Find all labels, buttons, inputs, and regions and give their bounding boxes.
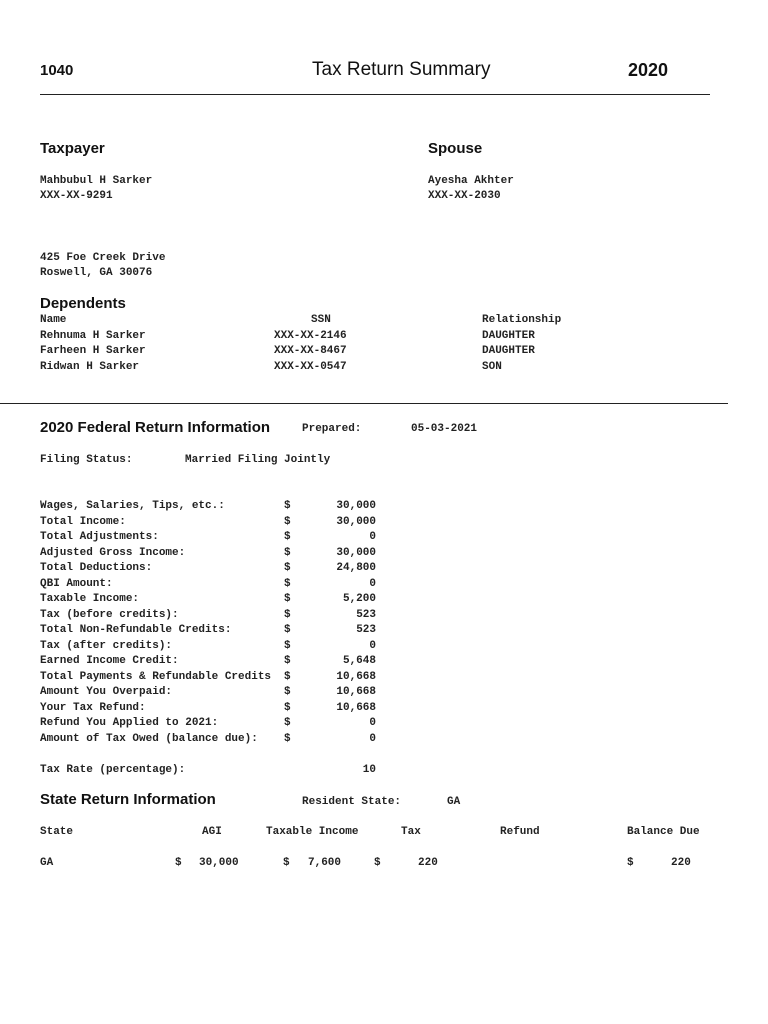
federal-line [40,531,440,546]
line-value: 0 [369,578,376,590]
spouse-ssn: XXX-XX-2030 [428,190,501,202]
line-value: 0 [369,733,376,745]
dependents-col-relationship: Relationship [482,314,562,326]
spouse-name: Ayesha Akhter [428,175,514,187]
state-balance-due: 220 [671,857,691,869]
address-line1: 425 Foe Creek Drive [40,252,166,264]
dependents-header-row [40,314,640,329]
tax-rate-label: Tax Rate (percentage): [40,764,186,776]
prepared-label: Prepared: [302,423,362,435]
dollar-sign: $ [284,547,291,559]
dependent-ssn: XXX-XX-8467 [274,345,347,357]
dollar-sign: $ [284,516,291,528]
line-label: Wages, Salaries, Tips, etc.: [40,500,225,512]
federal-line [40,733,440,748]
federal-line [40,547,440,562]
tax-year: 2020 [628,60,669,80]
dollar-sign: $ [284,578,291,590]
state-heading: State Return Information [40,791,216,808]
line-value: 5,648 [342,655,376,667]
dollar-sign: $ [374,857,381,869]
line-value: 10,668 [336,671,376,683]
federal-heading: 2020 Federal Return Information [40,419,271,436]
line-value: 0 [369,531,376,543]
dollar-sign: $ [284,500,291,512]
dependents-col-name: Name [40,314,67,326]
line-label: Total Adjustments: [40,531,159,543]
line-label: Total Payments & Refundable Credits [40,671,272,683]
dollar-sign: $ [283,857,290,869]
federal-line [40,655,440,670]
state-col-taxable-income: Taxable Income [266,826,359,838]
state-col-agi: AGI [202,826,222,838]
prepared-date: 05-03-2021 [411,423,478,435]
federal-line [40,500,440,515]
resident-state-value: GA [447,796,461,808]
line-value: 5,200 [342,593,376,605]
line-label: Total Non-Refundable Credits: [40,624,232,636]
dependent-name: Ridwan H Sarker [40,361,140,373]
address-line2: Roswell, GA 30076 [40,267,153,279]
dependent-ssn: XXX-XX-2146 [274,330,347,342]
line-value: 0 [369,640,376,652]
federal-line [40,624,440,639]
dollar-sign: $ [284,733,291,745]
state-col-tax: Tax [401,826,421,838]
line-label: Tax (after credits): [40,640,173,652]
tax-rate-row [40,764,440,779]
dependent-relationship: DAUGHTER [482,330,535,342]
line-label: Taxable Income: [40,593,140,605]
line-value: 10,668 [336,702,376,714]
dependent-name: Farheen H Sarker [40,345,146,357]
header-divider [40,94,710,95]
dollar-sign: $ [284,609,291,621]
state-agi: 30,000 [199,857,239,869]
line-value: 523 [356,609,376,621]
dependent-ssn: XXX-XX-0547 [274,361,347,373]
dependent-relationship: SON [482,361,502,373]
line-value: 30,000 [336,516,376,528]
spouse-heading: Spouse [428,140,483,157]
federal-line [40,578,440,593]
dollar-sign: $ [284,624,291,636]
line-label: Total Deductions: [40,562,153,574]
line-label: Refund You Applied to 2021: [40,717,219,729]
federal-line [40,609,440,624]
dollar-sign: $ [284,671,291,683]
line-label: Amount of Tax Owed (balance due): [40,733,258,745]
form-number: 1040 [40,62,74,79]
taxpayer-heading: Taxpayer [40,140,105,157]
line-value: 0 [369,717,376,729]
federal-line [40,562,440,577]
line-value: 24,800 [336,562,376,574]
line-label: Your Tax Refund: [40,702,146,714]
dependents-col-ssn: SSN [311,314,331,326]
federal-line [40,640,440,655]
dependents-heading: Dependents [40,295,126,312]
line-value: 523 [356,624,376,636]
federal-line [40,671,440,686]
line-label: Total Income: [40,516,126,528]
dependent-row [40,361,640,376]
state-col-refund: Refund [500,826,540,838]
section-divider [0,403,728,404]
state-tax: 220 [418,857,438,869]
dollar-sign: $ [284,686,291,698]
line-value: 30,000 [336,500,376,512]
line-label: Earned Income Credit: [40,655,179,667]
federal-line [40,717,440,732]
dependent-row [40,345,640,360]
state-col-balance-due: Balance Due [627,826,700,838]
federal-line [40,686,440,701]
dollar-sign: $ [284,717,291,729]
line-value: 10,668 [336,686,376,698]
line-label: Tax (before credits): [40,609,179,621]
taxpayer-ssn: XXX-XX-9291 [40,190,113,202]
dollar-sign: $ [627,857,634,869]
taxpayer-name: Mahbubul H Sarker [40,175,153,187]
dollar-sign: $ [175,857,182,869]
line-label: QBI Amount: [40,578,113,590]
state-code: GA [40,857,54,869]
dollar-sign: $ [284,531,291,543]
line-label: Adjusted Gross Income: [40,547,186,559]
dollar-sign: $ [284,562,291,574]
dependent-relationship: DAUGHTER [482,345,535,357]
filing-status-value: Married Filing Jointly [185,454,331,466]
line-label: Amount You Overpaid: [40,686,173,698]
federal-line [40,593,440,608]
line-value: 30,000 [336,547,376,559]
dollar-sign: $ [284,593,291,605]
state-taxable-income: 7,600 [308,857,342,869]
resident-state-label: Resident State: [302,796,402,808]
dependent-name: Rehnuma H Sarker [40,330,146,342]
dependent-row [40,330,640,345]
tax-rate-value: 10 [362,764,376,776]
federal-line [40,702,440,717]
page-title: Tax Return Summary [312,59,491,80]
dollar-sign: $ [284,702,291,714]
filing-status-label: Filing Status: [40,454,133,466]
federal-line [40,516,440,531]
dollar-sign: $ [284,640,291,652]
dollar-sign: $ [284,655,291,667]
state-col-state: State [40,826,74,838]
